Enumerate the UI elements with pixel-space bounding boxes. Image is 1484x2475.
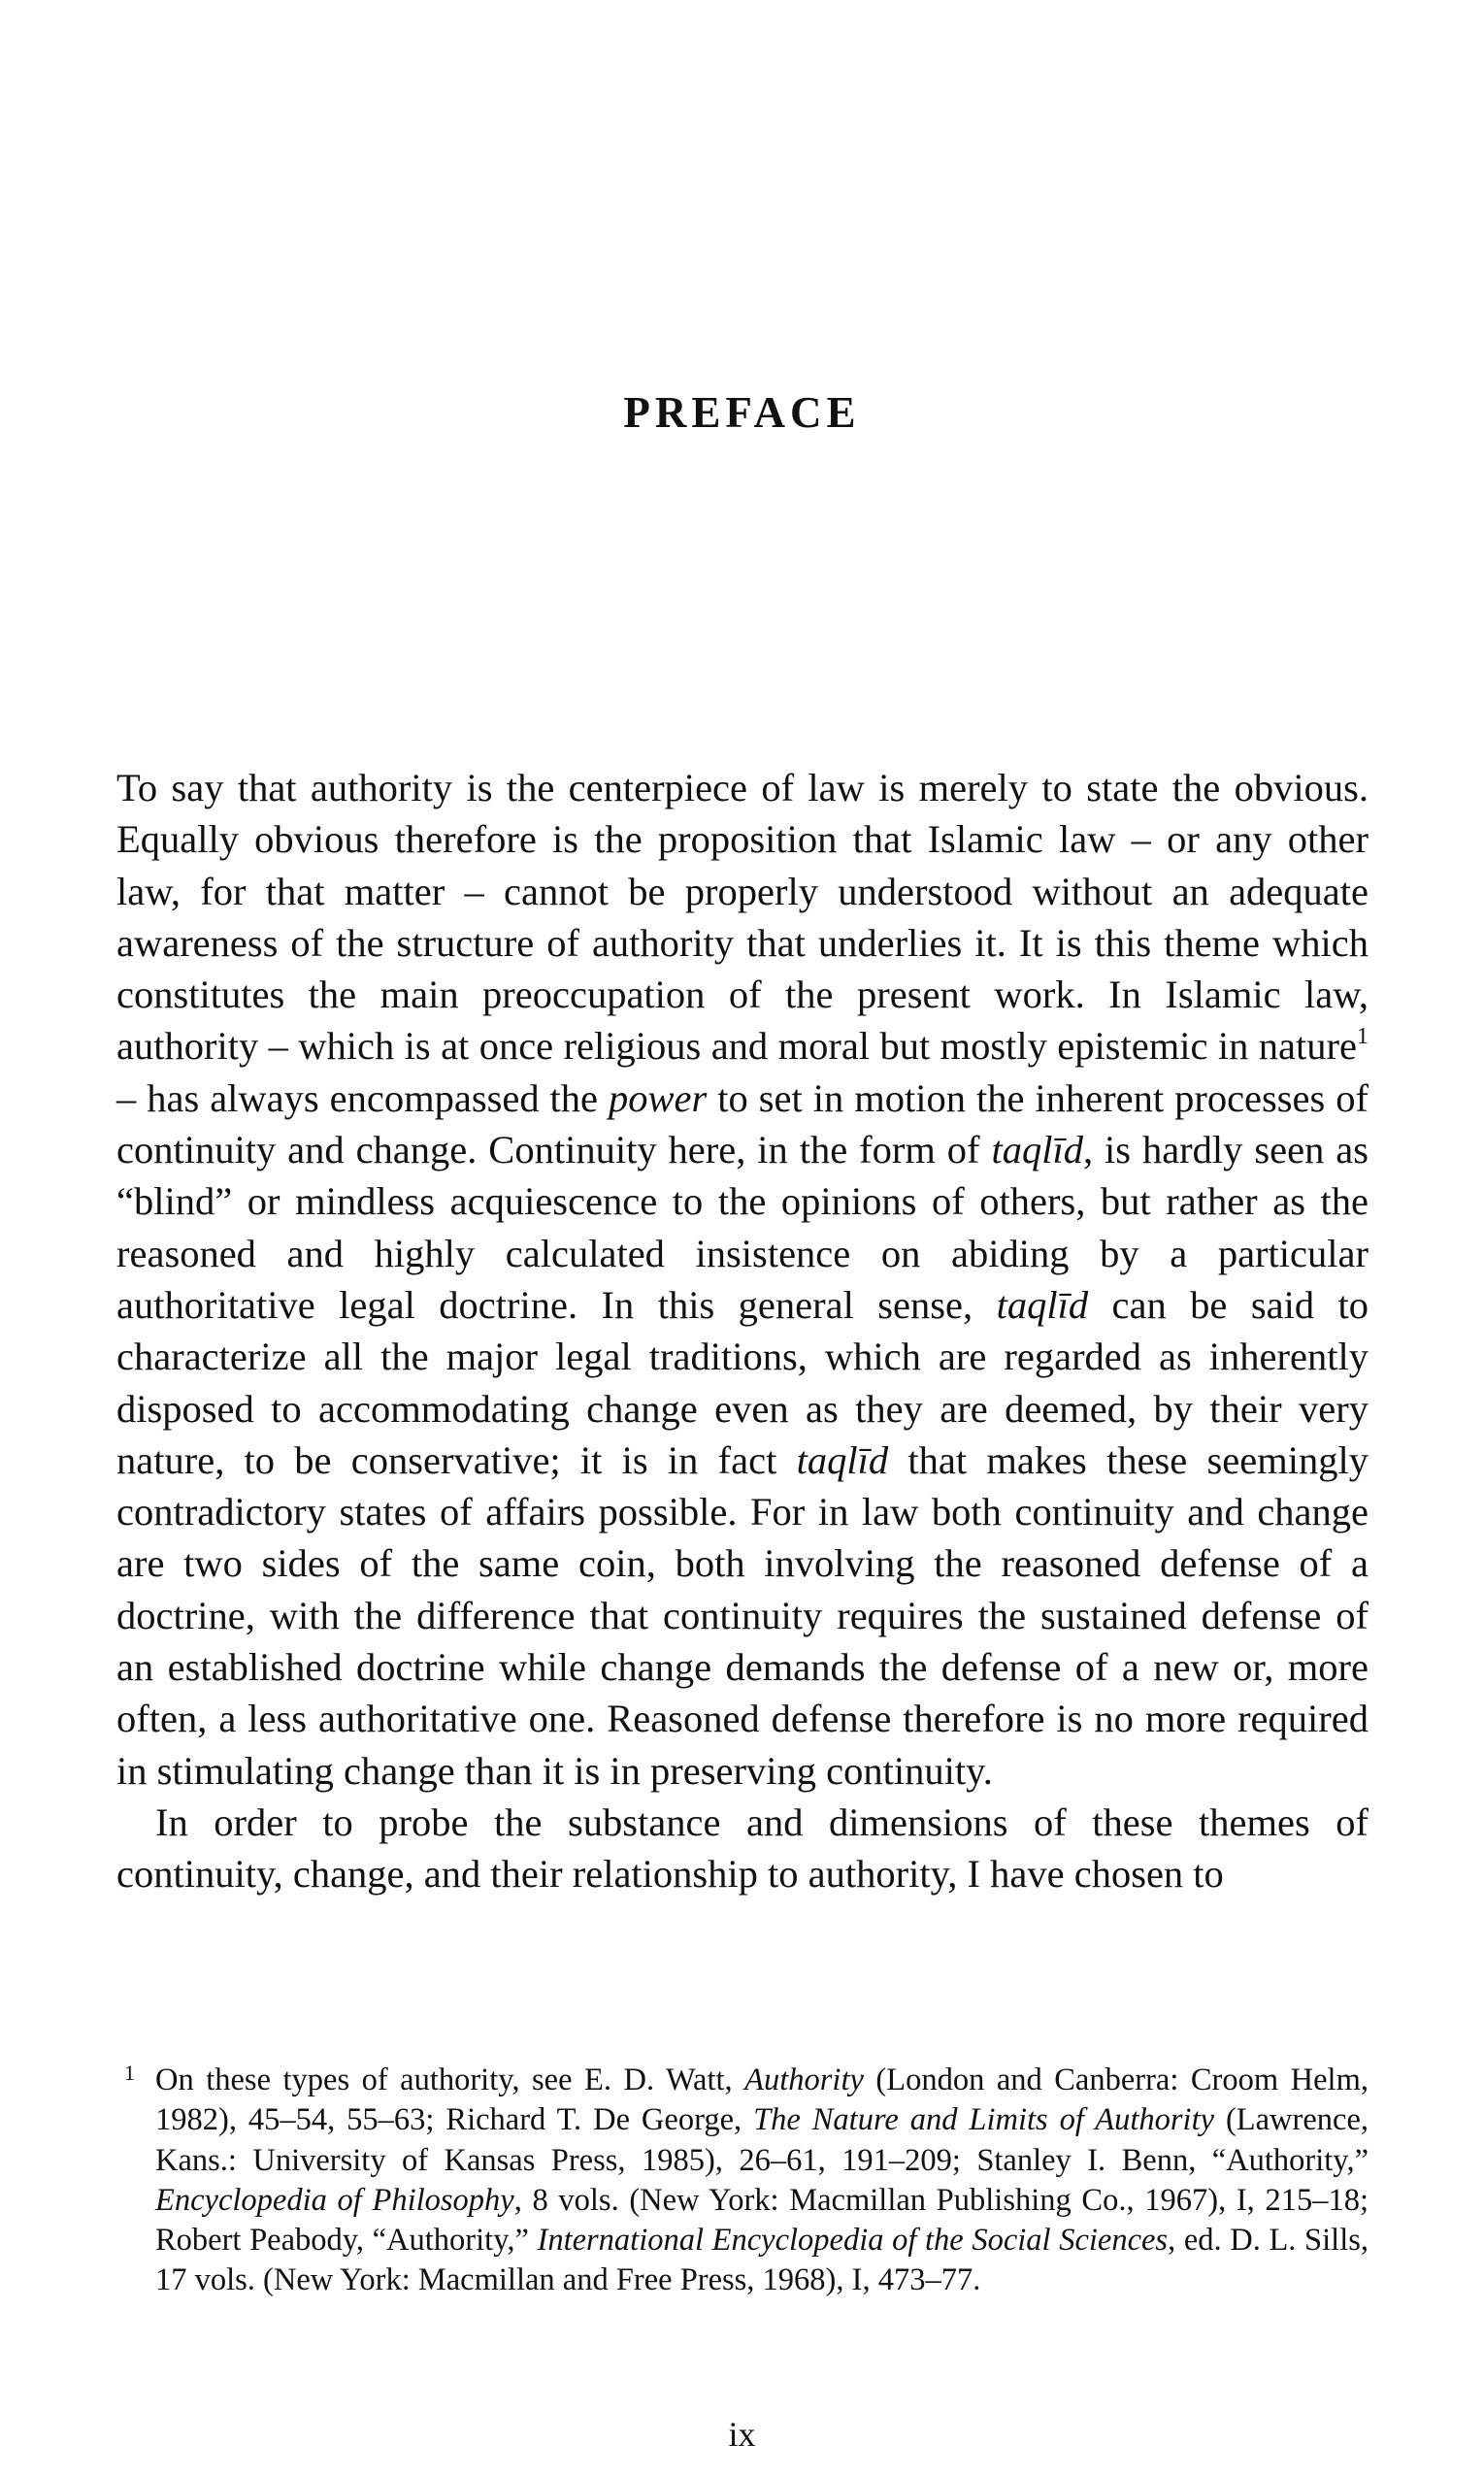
footnote-text-i: , ed. D. L. Sills, 17 vols. (New York: Macmillan and Free Press, 1968), I, 473–77. <box>155 2223 1369 2298</box>
page-title: PREFACE <box>623 388 861 438</box>
footnote-text-e: (Lawrence, Kans.: University of Kansas Press, 1985), 26–61, 191–209; Stanley I. Benn, “Authority,” <box>155 2102 1369 2178</box>
footnote-text-g: , 8 vols. (New York: Macmillan Publishing Co., 1967), I, 215–18; Robert Peabody, “Authority,” <box>155 2182 1369 2259</box>
footnote-1 <box>116 2061 1369 2301</box>
paragraph-1-text-c: to set in motion the inherent processes of continuity and change. Continuity here, in the form of <box>116 1075 1369 1172</box>
paragraph-1-text-b: – has always encompassed the <box>116 1075 610 1120</box>
italic-power: power <box>609 1075 708 1120</box>
footnote-title-intl-encyclopedia: International Encyclopedia of the Social Sciences <box>537 2223 1169 2259</box>
paragraph-1-text-a: To say that authority is the centerpiece of law is merely to state the obvious. Equally obvious therefore is the proposition that Islamic law – or any other law, for that matter – cannot be properly understood without an adequate awareness of the structure of authority that underlies it. It is this theme which constitutes the main preoccupation of the present work. In Islamic law, authority – which is at once religious and moral but mostly epistemic in nature <box>116 766 1369 1069</box>
footnote-reference-1: 1 <box>1357 1024 1369 1050</box>
paragraph-2: In order to probe the substance and dimensions of these themes of continuity, change, and their relationship to authority, I have chosen to <box>116 1799 1369 1897</box>
footnotes <box>116 2061 1369 2301</box>
italic-taqlid-1: taqlīd <box>991 1128 1083 1172</box>
italic-taqlid-3: taqlīd <box>796 1437 889 1482</box>
footnote-title-encyclopedia-philosophy: Encyclopedia of Philosophy <box>155 2182 514 2218</box>
paragraph-1 <box>116 762 1369 1797</box>
footnote-title-nature-limits: The Nature and Limits of Authority <box>753 2102 1215 2138</box>
paragraph-1-text-e: can be said to characterize all the major legal traditions, which are regarded as inherently disposed to accommodating change even as they are deemed, by their very nature, to be conservative; it is in fact <box>116 1282 1369 1482</box>
italic-taqlid-2: taqlīd <box>996 1282 1089 1327</box>
footnote-marker: 1 <box>124 2061 135 2085</box>
main-text <box>116 762 1369 1900</box>
page-number: ix <box>728 2415 756 2454</box>
paragraph-1-text-f: that makes these seemingly contradictory states of affairs possible. For in law both continuity and change are two sides of the same coin, both involving the reasoned defense of a doctrine, with the difference that continuity requires the sustained defense of an established doctrine while change demands the defense of a new or, more often, a less authoritative one. Reasoned defense therefore is no more required in stimulating change than it is in preserving continuity. <box>116 1437 1369 1793</box>
footnote-text-a: On these types of authority, see E. D. Watt, <box>155 2062 745 2097</box>
paragraph-1-text-d: , is hardly seen as “blind” or mindless acquiescence to the opinions of others, but rather as the reasoned and highly calculated insistence on abiding by a particular authoritative legal doctrine. In this general sense, <box>116 1128 1369 1327</box>
footnote-title-authority: Authority <box>744 2062 864 2097</box>
footnote-text-c: (London and Canberra: Croom Helm, 1982), 45–54, 55–63; Richard T. De George, <box>155 2062 1369 2138</box>
